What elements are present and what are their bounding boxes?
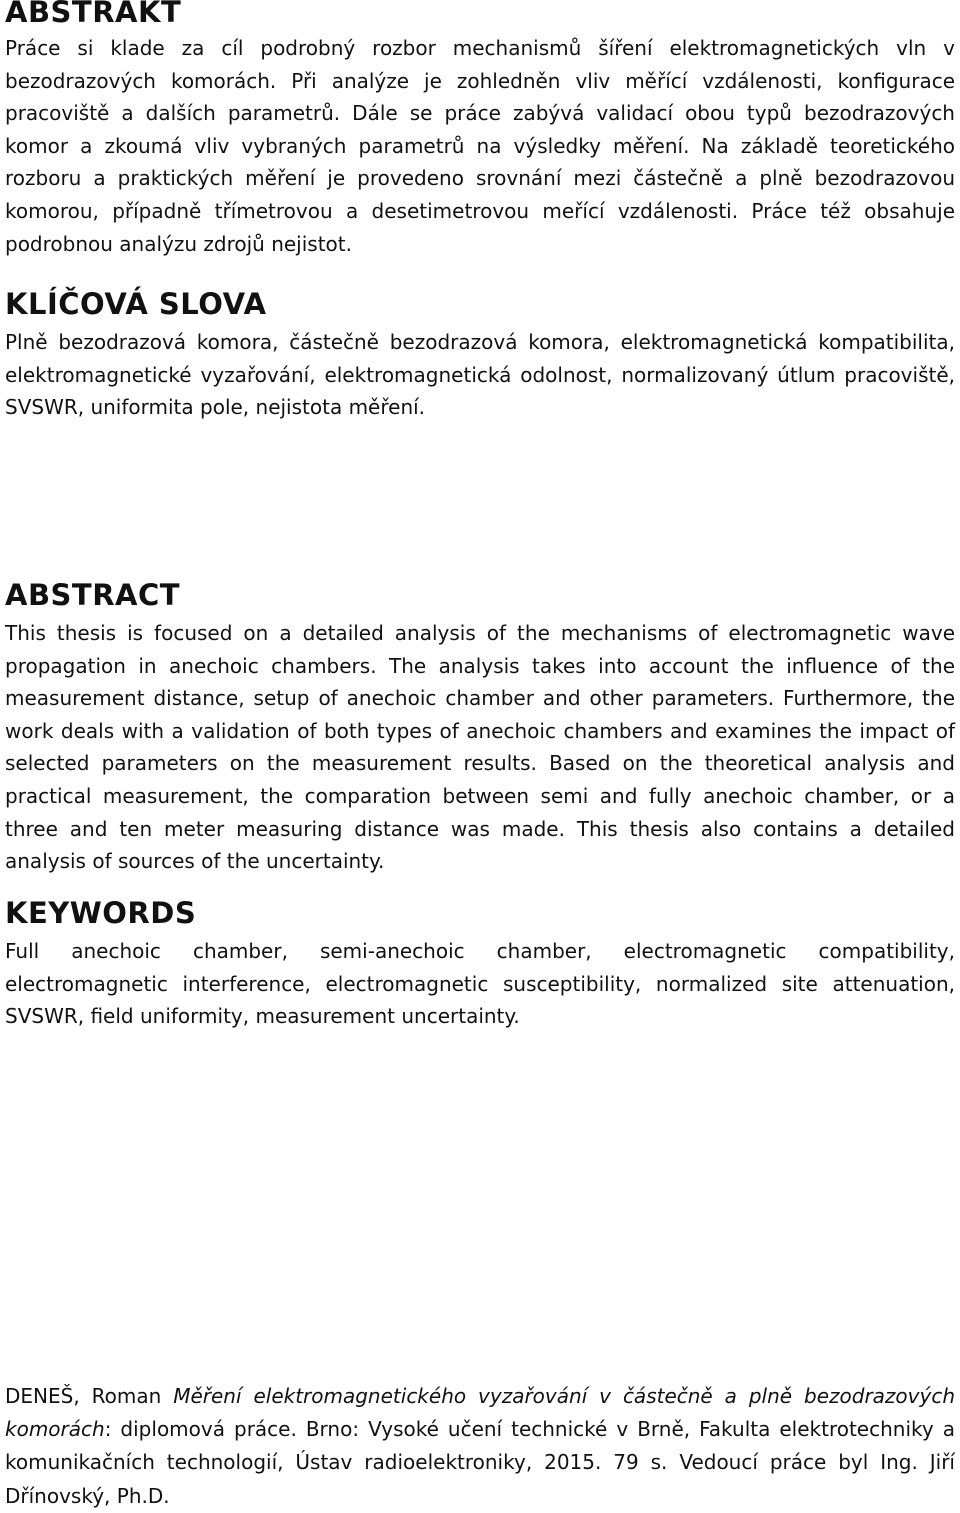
citation-section bbox=[5, 1380, 955, 1513]
klicova-slova-section bbox=[5, 287, 955, 424]
citation-details: : diplomová práce. Brno: Vysoké učení technické v Brně, Fakulta elektrotechniky a komunikačních technologií, Ústav radioelektroniky, 2015. 79 s. Vedoucí práce byl Ing. Jiří Dřínovský, Ph.D. bbox=[5, 1417, 955, 1508]
abstrakt-heading: ABSTRAKT bbox=[5, 0, 182, 29]
abstrakt-section bbox=[5, 0, 955, 260]
keywords-text: Full anechoic chamber, semi-anechoic chamber, electromagnetic compatibility, electromagnetic interference, electromagnetic susceptibility, normalized site attenuation, SVSWR, field uniformity, measurement uncertainty. bbox=[5, 939, 955, 1029]
citation-title: Měření elektromagnetického vyzařování v částečně a plně bezodrazových komorách bbox=[5, 1384, 955, 1442]
klicova-slova-heading: KLÍČOVÁ SLOVA bbox=[5, 287, 267, 321]
keywords-section bbox=[5, 896, 955, 1033]
abstract-section bbox=[5, 578, 955, 878]
abstract-heading: ABSTRACT bbox=[5, 578, 181, 612]
klicova-slova-text: Plně bezodrazová komora, částečně bezodrazová komora, elektromagnetická kompatibilita, elektromagnetické vyzařování, elektromagnetická odolnost, normalizovaný útlum pracoviště, SVSWR, uniformita pole, nejistota měření. bbox=[5, 330, 955, 420]
citation-paragraph bbox=[5, 1380, 955, 1513]
keywords-heading: KEYWORDS bbox=[5, 896, 197, 930]
abstrakt-text: Práce si klade za cíl podrobný rozbor mechanismů šíření elektromagnetických vln v bezodrazových komorách. Při analýze je zohledněn vliv měřící vzdálenosti, konfigurace pracoviště a dalších parametrů. Dále se práce zabývá validací obou typů bezodrazových komor a zkoumá vliv vybraných parametrů na výsledky měření. Na základě teoretického rozboru a praktických měření je provedeno srovnání mezi částečně a plně bezodrazovou komorou, případně třímetrovou a desetimetrovou meřící vzdálenosti. Práce též obsahuje podrobnou analýzu zdrojů nejistot. bbox=[5, 36, 955, 256]
citation-author: DENEŠ, Roman bbox=[5, 1384, 162, 1408]
abstract-text: This thesis is focused on a detailed analysis of the mechanisms of electromagnetic wave propagation in anechoic chambers. The analysis takes into account the influence of the measurement distance, setup of anechoic chamber and other parameters. Furthermore, the work deals with a validation of both types of anechoic chambers and examines the impact of selected parameters on the measurement results. Based on the theoretical analysis and practical measurement, the comparation between semi and fully anechoic chamber, or a three and ten meter measuring distance was made. This thesis also contains a detailed analysis of sources of the uncertainty. bbox=[5, 621, 955, 874]
